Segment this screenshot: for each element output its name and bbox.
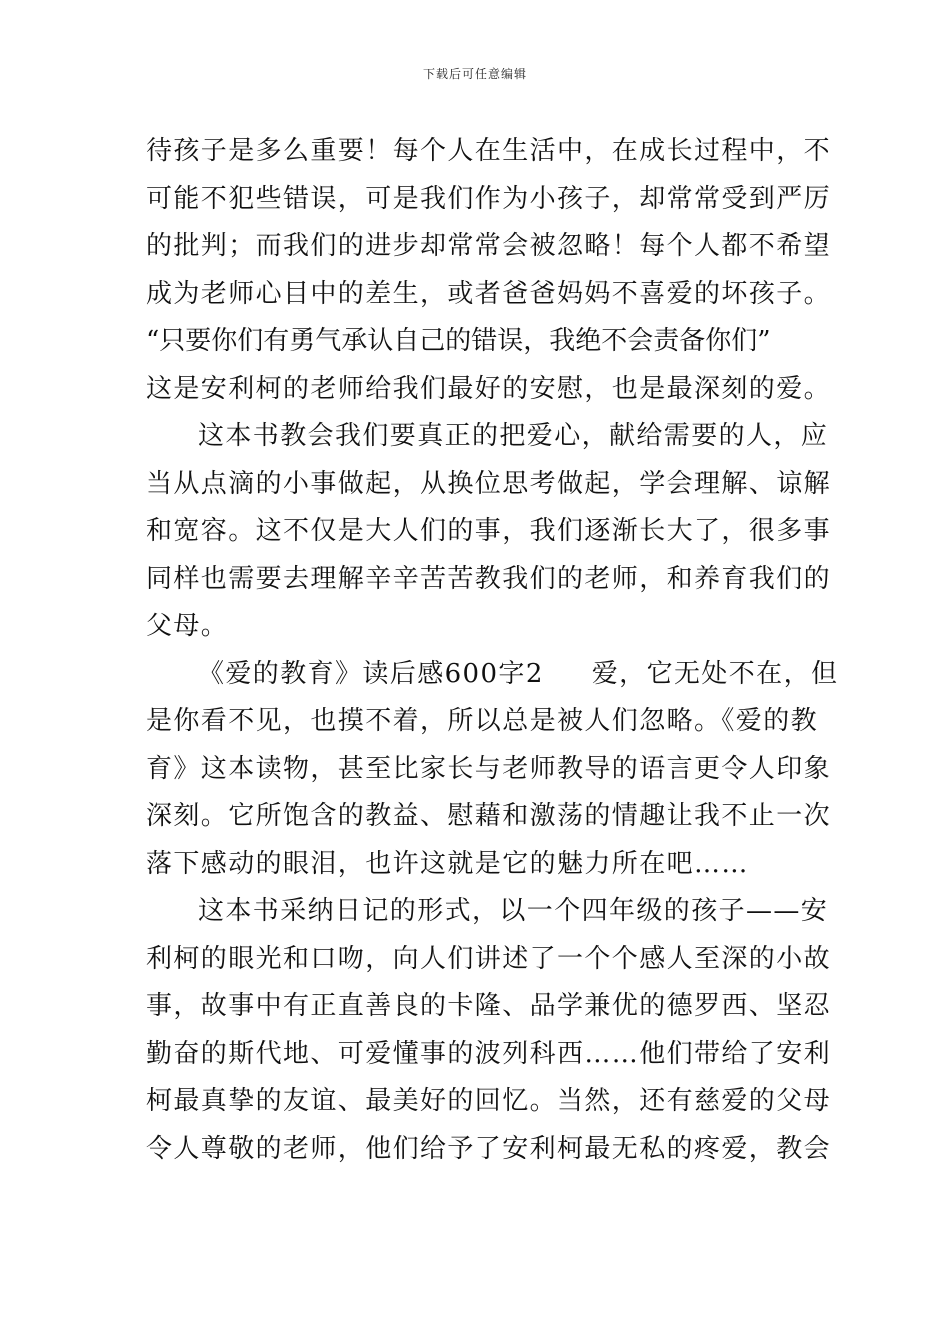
body-line: 这是安利柯的老师给我们最好的安慰，也是最深刻的爱。 [146,373,832,404]
body-line: 柯最真挚的友谊、最美好的回忆。当然，还有慈爱的父母 [146,1086,832,1116]
body-line: 是你看不见，也摸不着，所以总是被人们忽略。《爱的教 [146,706,819,736]
body-line: 落下感动的眼泪，也许这就是它的魅力所在吧…… [146,848,749,879]
body-line: 事，故事中有正直善良的卡隆、品学兼优的德罗西、坚忍 [146,991,832,1021]
body-line: 利柯的眼光和口吻，向人们讲述了一个个感人至深的小故 [146,943,832,974]
page-header: 下载后可任意编辑 [422,67,527,81]
paragraph-first-line: 这本书采纳日记的形式，以一个四年级的孩子——安 [198,896,829,926]
body-line: “只要你们有勇气承认自己的错误，我绝不会责备你们” [146,326,771,356]
paragraph-start: 爱，它无处不在，但 [591,658,839,689]
section-title: 《爱的教育》读后感600字2 [198,658,544,689]
body-line: 当从点滴的小事做起，从换位思考做起，学会理解、谅解 [146,468,832,499]
body-line: 可能不犯些错误，可是我们作为小孩子，却常常受到严厉 [146,183,832,214]
document-body [146,128,839,1173]
body-line: 的批判；而我们的进步却常常会被忽略！每个人都不希望 [146,231,832,261]
body-line: 和宽容。这不仅是大人们的事，我们逐渐长大了，很多事 [146,516,832,546]
paragraph-first-line: 这本书教会我们要真正的把爱心，献给需要的人，应 [198,421,829,451]
body-line: 令人尊敬的老师，他们给予了安利柯最无私的疼爱，教会 [146,1133,832,1164]
body-line: 成为老师心目中的差生，或者爸爸妈妈不喜爱的坏孩子。 [146,278,832,309]
body-line: 育》这本读物，甚至比家长与老师教导的语言更令人印象 [146,753,832,784]
body-line: 勤奋的斯代地、可爱懂事的波列科西……他们带给了安利 [146,1038,832,1069]
body-line: 深刻。它所饱含的教益、慰藉和激荡的情趣让我不止一次 [146,801,832,831]
body-line: 待孩子是多么重要！每个人在生活中，在成长过程中，不 [146,136,832,166]
section-title-line [146,651,839,699]
body-line: 父母。 [146,611,229,641]
body-line: 同样也需要去理解辛辛苦苦教我们的老师，和养育我们的 [146,563,832,594]
